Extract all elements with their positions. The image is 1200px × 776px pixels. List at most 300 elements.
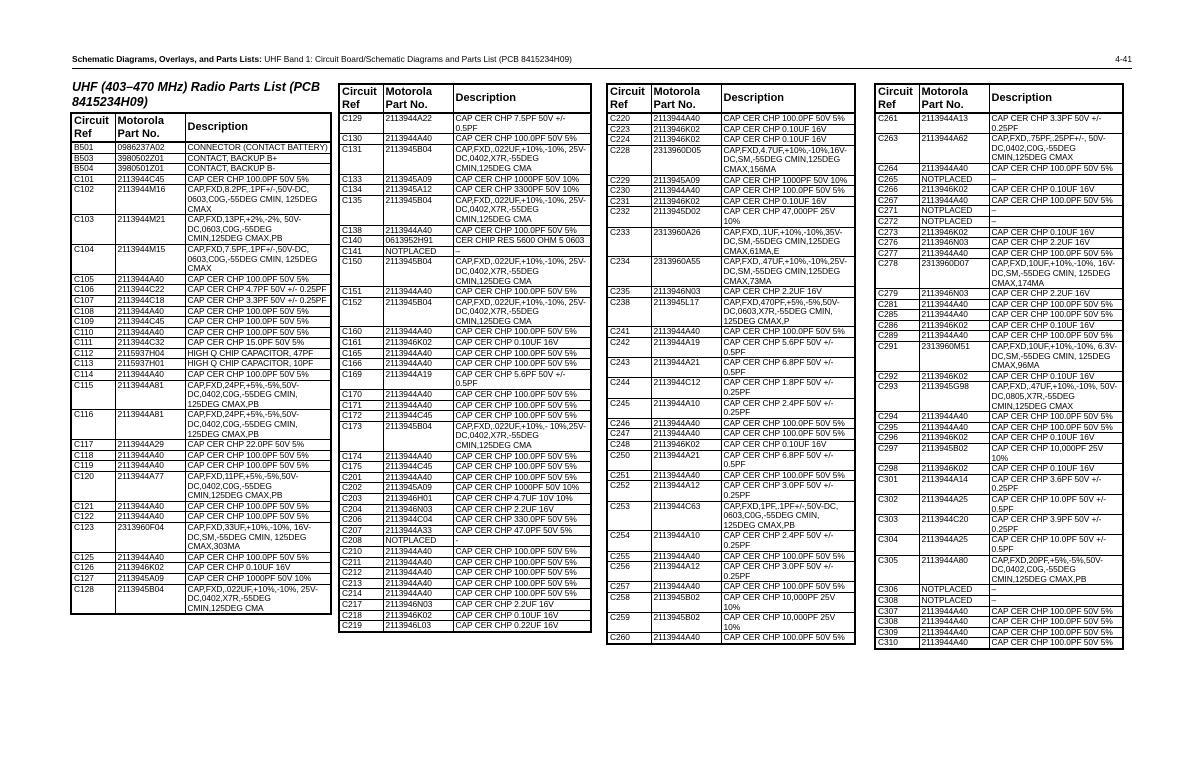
description-cell: CAP CER CHP 100.0PF 50V 5% <box>453 472 591 483</box>
description-cell: CAP,FXD,.47UF,+10%,-10%, 50V-DC,0805,X7R,-55DEG CMIN,125DEG CMAX <box>989 382 1123 412</box>
description-cell: CAP CER CHP 100.0PF 50V 5% <box>989 248 1123 259</box>
header-circuit-ref: Circuit Ref <box>875 84 919 113</box>
part-number-cell: 2113944A40 <box>919 606 989 617</box>
circuit-ref-cell: C258 <box>607 592 651 612</box>
description-cell: CAP CER CHP 100.0PF 50V 5% <box>989 310 1123 321</box>
description-cell: CAP CER CHP 0.10UF 16V <box>721 124 855 135</box>
table-header-row <box>607 84 855 113</box>
table-row <box>339 515 591 526</box>
table-row <box>875 134 1123 164</box>
description-cell: CAP CER CHP 100.0PF 50V 5% <box>185 450 331 461</box>
table-row <box>339 621 591 632</box>
description-cell: CAP,FXD,20PF,+5%,-5%,50V- DC,0402,C0G,-55DEG CMIN,125DEG CMAX,PB <box>989 555 1123 585</box>
part-number-cell: NOTPLACED <box>919 206 989 217</box>
circuit-ref-cell: C152 <box>339 297 383 327</box>
header-motorola-part: Motorola Part No. <box>651 84 721 113</box>
table-row <box>339 113 591 134</box>
circuit-ref-cell: C228 <box>607 145 651 175</box>
table-row <box>71 440 331 451</box>
description-cell: CAP CER CHP 100.0PF 50V 5% <box>185 461 331 472</box>
description-cell: CAP,FXD,13PF,+2%,-2%, 50V-DC,0603,C0G,-55DEG CMIN,125DEG CMAX,PB <box>185 215 331 245</box>
part-number-cell: 2113946K02 <box>383 610 453 621</box>
description-cell: CAP CER CHP 7.5PF 50V +/- 0.5PF <box>453 113 591 134</box>
circuit-ref-cell: C261 <box>875 113 919 134</box>
part-number-cell: 2113944A81 <box>115 380 185 410</box>
part-number-cell: 2313960D05 <box>651 145 721 175</box>
table-row <box>607 450 855 470</box>
circuit-ref-cell: C289 <box>875 331 919 342</box>
parts-table <box>874 83 1124 650</box>
circuit-ref-cell: B504 <box>71 164 115 175</box>
circuit-ref-cell: C277 <box>875 248 919 259</box>
table-row <box>607 398 855 418</box>
circuit-ref-cell: C230 <box>607 186 651 197</box>
table-row <box>339 421 591 451</box>
part-number-cell: 2113944A10 <box>651 531 721 551</box>
part-number-cell: 2113944A25 <box>919 535 989 555</box>
circuit-ref-cell: C256 <box>607 562 651 582</box>
part-number-cell: 3980501Z01 <box>115 164 185 175</box>
table-row <box>71 142 331 153</box>
description-cell: CAP CER CHP 6.8PF 50V +/- 0.5PF <box>721 450 855 470</box>
table-row <box>71 584 331 614</box>
table-row <box>875 412 1123 423</box>
description-cell: CAP,FXD,.47UF,+10%,-10%,25V- DC,SM,-55DEG CMIN,125DEG CMAX,73MA <box>721 257 855 287</box>
table-row <box>71 215 331 245</box>
header-circuit-ref: Circuit Ref <box>71 113 115 142</box>
circuit-ref-cell: C224 <box>607 135 651 146</box>
table-row <box>607 287 855 298</box>
description-cell: CAP,FXD,24PF,+5%,-5%,50V- DC,0402,C0G,-55DEG CMIN, 125DEG CMAX,PB <box>185 410 331 440</box>
part-number-cell: 2113944A40 <box>919 412 989 423</box>
circuit-ref-cell: C116 <box>71 410 115 440</box>
table-row <box>875 259 1123 289</box>
description-cell: CAP CER CHP 100.0PF 50V 5% <box>721 633 855 644</box>
table-row <box>607 562 855 582</box>
circuit-ref-cell: C279 <box>875 289 919 300</box>
description-cell: CAP CER CHP 0.10UF 16V <box>989 320 1123 331</box>
circuit-ref-cell: C250 <box>607 450 651 470</box>
page-title: UHF (403–470 MHz) Radio Parts List (PCB 8415234H09) <box>72 80 320 109</box>
description-cell: CAP CER CHP 2.2UF 16V <box>721 287 855 298</box>
description-cell: CAP CER CHP 100.0PF 50V 5% <box>453 327 591 338</box>
table-row <box>607 257 855 287</box>
part-number-cell: 2113944A40 <box>383 568 453 579</box>
circuit-ref-cell: C220 <box>607 113 651 124</box>
header-circuit-ref: Circuit Ref <box>339 84 383 113</box>
part-number-cell: 2113946N03 <box>919 289 989 300</box>
part-number-cell: 2113944A19 <box>651 338 721 358</box>
part-number-cell: 2113944C45 <box>115 174 185 185</box>
table-row <box>875 289 1123 300</box>
description-cell: CAP CER CHP 0.10UF 16V <box>185 563 331 574</box>
table-row <box>607 358 855 378</box>
table-row <box>607 429 855 440</box>
circuit-ref-cell: C301 <box>875 474 919 494</box>
part-number-cell: 2113944A40 <box>919 195 989 206</box>
description-cell: CAP CER CHP 100.0PF 50V 5% <box>453 557 591 568</box>
part-number-cell: 2113945B04 <box>383 297 453 327</box>
part-number-cell: 2113945B04 <box>383 144 453 174</box>
description-cell: CAP CER CHP 0.10UF 16V <box>989 227 1123 238</box>
circuit-ref-cell: C214 <box>339 589 383 600</box>
header-description: Description <box>989 84 1123 113</box>
table-row <box>875 606 1123 617</box>
circuit-ref-cell: C173 <box>339 421 383 451</box>
description-cell: CAP CER CHP 3.3PF 50V +/- 0.25PF <box>185 295 331 306</box>
description-cell: CAP,FXD,.1UF,+10%,-10%,35V- DC,SM,-55DEG CMIN,125DEG CMAX,61MA,E <box>721 227 855 257</box>
parts-table-column-4 <box>874 83 1124 650</box>
table-row <box>339 599 591 610</box>
description-cell: CONTACT, BACKUP B+ <box>185 153 331 164</box>
description-cell: CAP CER CHP 3.0PF 50V +/- 0.25PF <box>721 562 855 582</box>
description-cell: – <box>989 174 1123 185</box>
circuit-ref-cell: C273 <box>875 227 919 238</box>
circuit-ref-cell: C251 <box>607 470 651 481</box>
part-number-cell: 2113946K02 <box>919 227 989 238</box>
description-cell: CAP CER CHP 100.0PF 50V 5% <box>185 317 331 328</box>
part-number-cell: 2113944A40 <box>383 546 453 557</box>
description-cell: CAP CER CHP 100.0PF 50V 5% <box>185 501 331 512</box>
circuit-ref-cell: C172 <box>339 411 383 422</box>
table-row <box>339 359 591 370</box>
part-number-cell: 2113944A40 <box>919 617 989 628</box>
part-number-cell: 2113946K02 <box>919 320 989 331</box>
circuit-ref-cell: C292 <box>875 371 919 382</box>
part-number-cell: 2113944A33 <box>383 525 453 536</box>
description-cell: CAP CER CHP 100.0PF 50V 5% <box>453 390 591 401</box>
circuit-ref-cell: C126 <box>71 563 115 574</box>
description-cell: CAP CER CHP 0.10UF 16V <box>989 185 1123 196</box>
table-row <box>339 144 591 174</box>
table-row <box>339 174 591 185</box>
circuit-ref-cell: C213 <box>339 578 383 589</box>
circuit-ref-cell: C231 <box>607 196 651 207</box>
description-cell: CAP,FXD,.022UF,+10%,-10%, 25V-DC,0402,X7R,-55DEG CMIN,125DEG CMA <box>453 257 591 287</box>
part-number-cell: 0986237A02 <box>115 142 185 153</box>
table-row <box>875 638 1123 649</box>
table-row <box>607 124 855 135</box>
part-number-cell: 2113945D02 <box>651 207 721 227</box>
description-cell: CAP,FXD,7.5PF,.1PF+/-,50V-DC, 0603,C0G,-55DEG CMIN, 125DEG CMAX <box>185 244 331 274</box>
table-row <box>875 342 1123 372</box>
part-number-cell: 2313960A55 <box>651 257 721 287</box>
part-number-cell: NOTPLACED <box>919 585 989 596</box>
table-row <box>71 274 331 285</box>
table-row <box>339 369 591 389</box>
parts-table-column-2 <box>338 83 592 633</box>
circuit-ref-cell: C118 <box>71 450 115 461</box>
table-row <box>339 195 591 225</box>
description-cell: CAP CER CHP 1000PF 50V 10% <box>721 175 855 186</box>
table-row <box>71 522 331 552</box>
circuit-ref-cell: C121 <box>71 501 115 512</box>
table-row <box>607 582 855 593</box>
table-row <box>339 483 591 494</box>
description-cell: CAP CER CHP 100.0PF 50V 5% <box>453 400 591 411</box>
description-cell: CAP,FXD,1PF,.1PF+/-,50V-DC, 0603,C0G,-55DEG CMIN, 125DEG CMAX,PB <box>721 501 855 531</box>
description-cell: CAP CER CHP 100.0PF 50V 5% <box>721 418 855 429</box>
circuit-ref-cell: C150 <box>339 257 383 287</box>
description-cell: - <box>453 536 591 547</box>
description-cell: CAP CER CHP 100.0PF 50V 5% <box>453 134 591 145</box>
table-row <box>71 552 331 563</box>
part-number-cell: 2113944A81 <box>115 410 185 440</box>
table-row <box>71 348 331 359</box>
description-cell: CAP,FXD,470PF,+5%,-5%,50V- DC,0603,X7R,-55DEG CMIN, 125DEG CMAX,P <box>721 297 855 327</box>
part-number-cell: 2113945B02 <box>919 444 989 464</box>
description-cell: CAP CER CHP 3.9PF 50V +/- 0.25PF <box>989 515 1123 535</box>
circuit-ref-cell: C161 <box>339 338 383 349</box>
circuit-ref-cell: C229 <box>607 175 651 186</box>
description-cell: CAP CER CHP 330.0PF 50V 5% <box>453 515 591 526</box>
description-cell: CAP CER CHP 100.0PF 50V 5% <box>721 327 855 338</box>
table-row <box>875 494 1123 514</box>
part-number-cell: 2113944A21 <box>651 358 721 378</box>
circuit-ref-cell: C257 <box>607 582 651 593</box>
table-row <box>339 462 591 473</box>
description-cell: CAP CER CHP 5.6PF 50V +/- 0.5PF <box>721 338 855 358</box>
description-cell: CAP CER CHP 100.0PF 50V 5% <box>453 578 591 589</box>
part-number-cell: 2113945B04 <box>383 421 453 451</box>
description-cell: CAP CER CHP 2.2UF 16V <box>453 599 591 610</box>
header-section-title: Schematic Diagrams, Overlays, and Parts Lists: <box>72 54 262 64</box>
part-number-cell: 2313960A26 <box>651 227 721 257</box>
circuit-ref-cell: C101 <box>71 174 115 185</box>
table-row <box>339 225 591 236</box>
table-row <box>339 504 591 515</box>
description-cell: CAP CER CHP 100.0PF 50V 5% <box>185 512 331 523</box>
part-number-cell: 2115937H01 <box>115 359 185 370</box>
circuit-ref-cell: C285 <box>875 310 919 321</box>
table-row <box>71 153 331 164</box>
table-row <box>875 382 1123 412</box>
description-cell: CAP CER CHP 3.0PF 50V +/- 0.25PF <box>721 481 855 501</box>
part-number-cell: 2113944C18 <box>115 295 185 306</box>
part-number-cell: 2113944A40 <box>383 557 453 568</box>
part-number-cell: 2113944A40 <box>383 287 453 298</box>
table-row <box>71 563 331 574</box>
circuit-ref-cell: C293 <box>875 382 919 412</box>
table-row <box>339 589 591 600</box>
parts-table <box>606 83 856 645</box>
part-number-cell: 2113944A40 <box>919 627 989 638</box>
circuit-ref-cell: C134 <box>339 185 383 196</box>
circuit-ref-cell: C212 <box>339 568 383 579</box>
part-number-cell: 2113944A10 <box>651 398 721 418</box>
circuit-ref-cell: C117 <box>71 440 115 451</box>
description-cell: CAP CER CHP 0.10UF 16V <box>989 433 1123 444</box>
description-cell: CAP CER CHP 100.0PF 50V 5% <box>185 370 331 381</box>
table-row <box>71 370 331 381</box>
circuit-ref-cell: C174 <box>339 451 383 462</box>
circuit-ref-cell: C111 <box>71 338 115 349</box>
table-row <box>607 551 855 562</box>
table-row <box>339 610 591 621</box>
table-row <box>875 174 1123 185</box>
part-number-cell: 2113945B02 <box>651 592 721 612</box>
circuit-ref-cell: C296 <box>875 433 919 444</box>
circuit-ref-cell: C122 <box>71 512 115 523</box>
circuit-ref-cell: C206 <box>339 515 383 526</box>
header-motorola-part: Motorola Part No. <box>115 113 185 142</box>
description-cell: CAP CER CHP 100.0PF 50V 5% <box>721 470 855 481</box>
table-row <box>607 418 855 429</box>
description-cell: CAP CER CHP 10.0PF 50V +/- 0.5PF <box>989 535 1123 555</box>
part-number-cell: 2113946L03 <box>383 621 453 632</box>
part-number-cell: 2113944A40 <box>383 225 453 236</box>
table-row <box>875 238 1123 249</box>
part-number-cell: 2113944A40 <box>651 113 721 124</box>
circuit-ref-cell: C175 <box>339 462 383 473</box>
header-description: Description <box>185 113 331 142</box>
table-row <box>875 474 1123 494</box>
table-row <box>875 555 1123 585</box>
description-cell: CAP,FXD,33UF,+10%,-10%, 16V-DC,SM,-55DEG CMIN, 125DEG CMAX,303MA <box>185 522 331 552</box>
part-number-cell: 2113944A62 <box>919 134 989 164</box>
part-number-cell: 2113944A40 <box>115 306 185 317</box>
description-cell: HIGH Q CHIP CAPACITOR, 10PF <box>185 359 331 370</box>
table-row <box>607 531 855 551</box>
part-number-cell: 2113944A22 <box>383 113 453 134</box>
circuit-ref-cell: C247 <box>607 429 651 440</box>
part-number-cell: 2113944A25 <box>919 494 989 514</box>
part-number-cell: 2113945B04 <box>115 584 185 614</box>
description-cell: CAP CER CHP 0.10UF 16V <box>989 464 1123 475</box>
part-number-cell: NOTPLACED <box>383 246 453 257</box>
table-row <box>71 164 331 175</box>
circuit-ref-cell: C128 <box>71 584 115 614</box>
table-row <box>339 568 591 579</box>
description-cell: – <box>989 216 1123 227</box>
circuit-ref-cell: C308 <box>875 595 919 606</box>
part-number-cell: 0613952H91 <box>383 236 453 247</box>
part-number-cell: 2113944A40 <box>651 582 721 593</box>
part-number-cell: 2113944A40 <box>115 512 185 523</box>
table-row <box>875 216 1123 227</box>
part-number-cell: 2113944A29 <box>115 440 185 451</box>
circuit-ref-cell: C252 <box>607 481 651 501</box>
description-cell: – <box>989 585 1123 596</box>
table-row <box>607 592 855 612</box>
circuit-ref-cell: C127 <box>71 573 115 584</box>
circuit-ref-cell: C211 <box>339 557 383 568</box>
circuit-ref-cell: C234 <box>607 257 651 287</box>
part-number-cell: NOTPLACED <box>919 595 989 606</box>
circuit-ref-cell: C140 <box>339 236 383 247</box>
circuit-ref-cell: C291 <box>875 342 919 372</box>
part-number-cell: 2113944A13 <box>919 113 989 134</box>
description-cell: CAP CER CHP 1000PF 50V 10% <box>185 573 331 584</box>
page-number: 4-41 <box>1115 54 1132 64</box>
part-number-cell: 2113944M15 <box>115 244 185 274</box>
circuit-ref-cell: C308 <box>875 617 919 628</box>
part-number-cell: 2113944M21 <box>115 215 185 245</box>
table-row <box>71 338 331 349</box>
circuit-ref-cell: C107 <box>71 295 115 306</box>
circuit-ref-cell: C102 <box>71 185 115 215</box>
part-number-cell: 2113944A40 <box>919 422 989 433</box>
table-row <box>607 207 855 227</box>
table-row <box>875 464 1123 475</box>
part-number-cell: 2113946N03 <box>919 238 989 249</box>
description-cell: CAP CER CHP 100.0PF 50V 5% <box>185 306 331 317</box>
table-row <box>875 310 1123 321</box>
circuit-ref-cell: C241 <box>607 327 651 338</box>
circuit-ref-cell: C112 <box>71 348 115 359</box>
table-row <box>607 113 855 124</box>
circuit-ref-cell: C305 <box>875 555 919 585</box>
circuit-ref-cell: B503 <box>71 153 115 164</box>
table-row <box>339 472 591 483</box>
circuit-ref-cell: C278 <box>875 259 919 289</box>
circuit-ref-cell: C131 <box>339 144 383 174</box>
parts-table-column-1 <box>70 112 332 615</box>
circuit-ref-cell: C263 <box>875 134 919 164</box>
description-cell: CAP CER CHP 100.0PF 50V 5% <box>989 422 1123 433</box>
description-cell: CAP,FXD,.75PF,.25PF+/-, 50V-DC,0402,C0G,-55DEG CMIN,125DEG CMAX <box>989 134 1123 164</box>
table-row <box>875 627 1123 638</box>
description-cell: CAP CER CHP 1000PF 50V 10% <box>453 174 591 185</box>
circuit-ref-cell: C309 <box>875 627 919 638</box>
circuit-ref-cell: C242 <box>607 338 651 358</box>
description-cell: CAP CER CHP 100.0PF 50V 5% <box>989 638 1123 649</box>
table-row <box>607 338 855 358</box>
circuit-ref-cell: C207 <box>339 525 383 536</box>
part-number-cell: 2113944A40 <box>919 310 989 321</box>
circuit-ref-cell: C218 <box>339 610 383 621</box>
circuit-ref-cell: C160 <box>339 327 383 338</box>
description-cell: CAP CER CHP 100.0PF 50V 5% <box>989 412 1123 423</box>
table-row <box>607 633 855 644</box>
table-row <box>875 371 1123 382</box>
part-number-cell: 2113944A40 <box>115 461 185 472</box>
parts-table <box>338 83 592 633</box>
description-cell: CAP CER CHP 100.0PF 50V 5% <box>989 617 1123 628</box>
part-number-cell: 2113944A40 <box>115 450 185 461</box>
table-row <box>339 257 591 287</box>
circuit-ref-cell: C259 <box>607 613 651 633</box>
circuit-ref-cell: C303 <box>875 515 919 535</box>
table-row <box>339 451 591 462</box>
description-cell: CAP CER CHP 100.0PF 50V 5% <box>453 287 591 298</box>
circuit-ref-cell: C233 <box>607 227 651 257</box>
circuit-ref-cell: C114 <box>71 370 115 381</box>
description-cell: CAP CER CHP 10,000PF 25V 10% <box>721 592 855 612</box>
description-cell: CAP CER CHP 100.0PF 50V 5% <box>185 174 331 185</box>
table-row <box>71 512 331 523</box>
description-cell: CAP CER CHP 100.0PF 50V 5% <box>721 113 855 124</box>
circuit-ref-cell: C253 <box>607 501 651 531</box>
description-cell: CAP CER CHP 47,000PF 25V 10% <box>721 207 855 227</box>
circuit-ref-cell: C109 <box>71 317 115 328</box>
part-number-cell: 2113944A19 <box>383 369 453 389</box>
circuit-ref-cell: C302 <box>875 494 919 514</box>
table-row <box>71 327 331 338</box>
part-number-cell: 2113944A40 <box>651 470 721 481</box>
description-cell: CAP CER CHP 0.10UF 16V <box>721 135 855 146</box>
table-row <box>607 135 855 146</box>
circuit-ref-cell: C267 <box>875 195 919 206</box>
part-number-cell: 2113944A12 <box>651 562 721 582</box>
table-row <box>875 113 1123 134</box>
circuit-ref-cell: C266 <box>875 185 919 196</box>
table-row <box>875 617 1123 628</box>
part-number-cell: 2113944C12 <box>651 378 721 398</box>
circuit-ref-cell: C235 <box>607 287 651 298</box>
circuit-ref-cell: C254 <box>607 531 651 551</box>
table-row <box>339 134 591 145</box>
